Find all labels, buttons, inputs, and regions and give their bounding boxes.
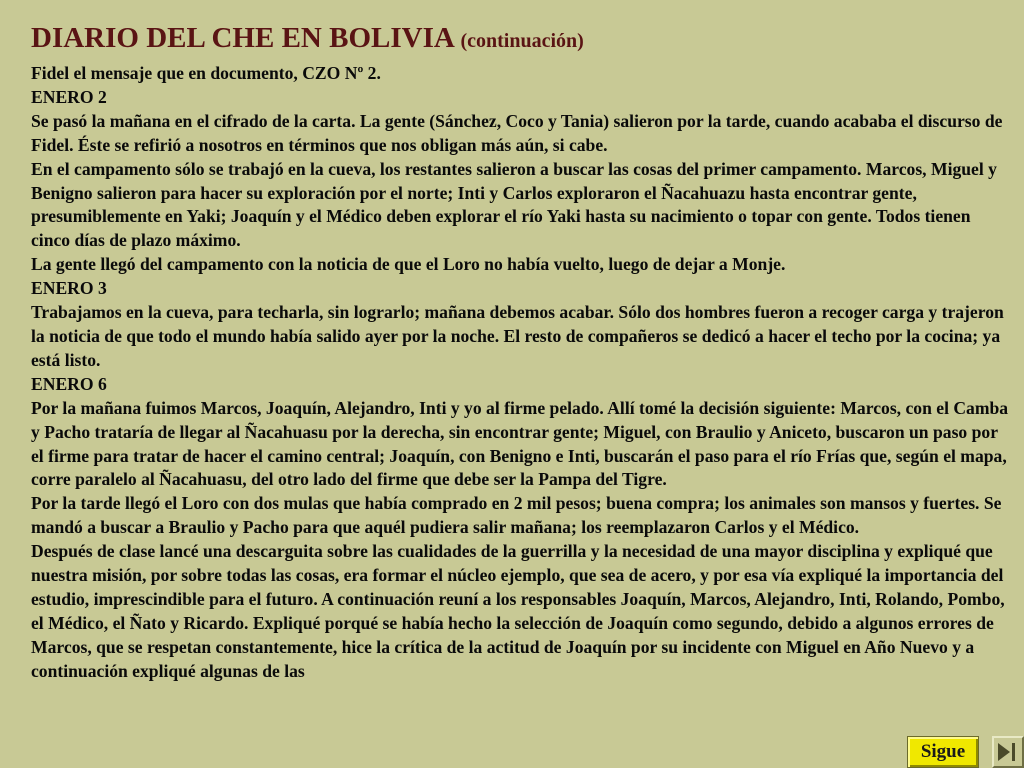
title-main: DIARIO DEL CHE EN BOLIVIA (31, 22, 454, 54)
date-heading-enero-2: ENERO 2 (31, 86, 107, 107)
paragraph: Se pasó la mañana en el cifrado de la carta. La gente (Sánchez, Coco y Tania) salieron por la tarde, cuando acababa el discurso de Fidel. Éste se refirió a nosotros en términos que nos obligan más aún, si cabe. (31, 110, 1003, 155)
date-heading-enero-6: ENERO 6 (31, 373, 107, 394)
paragraph: En el campamento sólo se trabajó en la cueva, los restantes salieron a buscar las cosas del primer campamento. Marcos, Miguel y Benigno salieron para hacer su exploración por el norte; Inti y Carlos exploraron el Ñacahuazu hasta encontrar gente, presumiblemente en Yaki; Joaquín y el Médico deben explorar el río Yaki hasta su nacimiento o topar con gente. Todos tienen cinco días de plazo máximo. (31, 158, 997, 251)
next-button[interactable]: Sigue (907, 736, 979, 768)
skip-to-end-icon (994, 738, 1022, 766)
diary-text (31, 62, 1011, 684)
skip-to-end-button[interactable] (992, 736, 1024, 768)
paragraph: La gente llegó del campamento con la noticia de que el Loro no había vuelto, luego de dejar a Monje. (31, 254, 786, 275)
paragraph: Trabajamos en la cueva, para techarla, sin lograrlo; mañana debemos acabar. Sólo dos hombres fueron a recoger carga y trajeron la noticia de que todo el mundo había salido ayer por la noche. El resto de compañeros se dedicó a hacer el techo por la cocina; ya está listo. (31, 302, 1004, 370)
title-subtitle: (continuación) (460, 30, 584, 52)
slide-title (31, 20, 584, 59)
paragraph: Después de clase lancé una descarguita sobre las cualidades de la guerrilla y la necesidad de una mayor disciplina y expliqué que nuestra misión, por sobre todas las cosas, era formar el núcleo ejemplo, que sea de acero, y por esa vía expliqué la importancia del estudio, imprescindible para el futuro. A continuación reuní a los responsables Joaquín, Marcos, Alejandro, Inti, Rolando, Pombo, el Médico, el Ñato y Ricardo. Expliqué porqué se había hecho la selección de Joaquín como segundo, debido a algunos errores de Marcos, que se respetan constantemente, hice la crítica de la actitud de Joaquín por su incidente con Miguel en Año Nuevo y a continuación expliqué algunas de las (31, 541, 1005, 681)
date-heading-enero-3: ENERO 3 (31, 278, 107, 299)
paragraph: Por la tarde llegó el Loro con dos mulas que había comprado en 2 mil pesos; buena compra; los animales son mansos y fuertes. Se mandó a buscar a Braulio y Pacho para que aquél pudiera salir mañana; los reemplazaron Carlos y el Médico. (31, 493, 1002, 538)
paragraph: Por la mañana fuimos Marcos, Joaquín, Alejandro, Inti y yo al firme pelado. Allí tomé la decisión siguiente: Marcos, con el Camba y Pacho trataría de llegar al Ñacahuasu por la derecha, sin encontrar gente; Miguel, con Braulio y Aniceto, buscaron un paso por el firme para tratar de hacer el camino central; Joaquín, con Benigno e Inti, buscarán el paso para el río Frías que, según el mapa, corre paralelo al Ñacahuasu, del otro lado del firme que debe ser la Pampa del Tigre. (31, 397, 1009, 490)
paragraph-intro: Fidel el mensaje que en documento, CZO Nº 2. (31, 63, 381, 83)
